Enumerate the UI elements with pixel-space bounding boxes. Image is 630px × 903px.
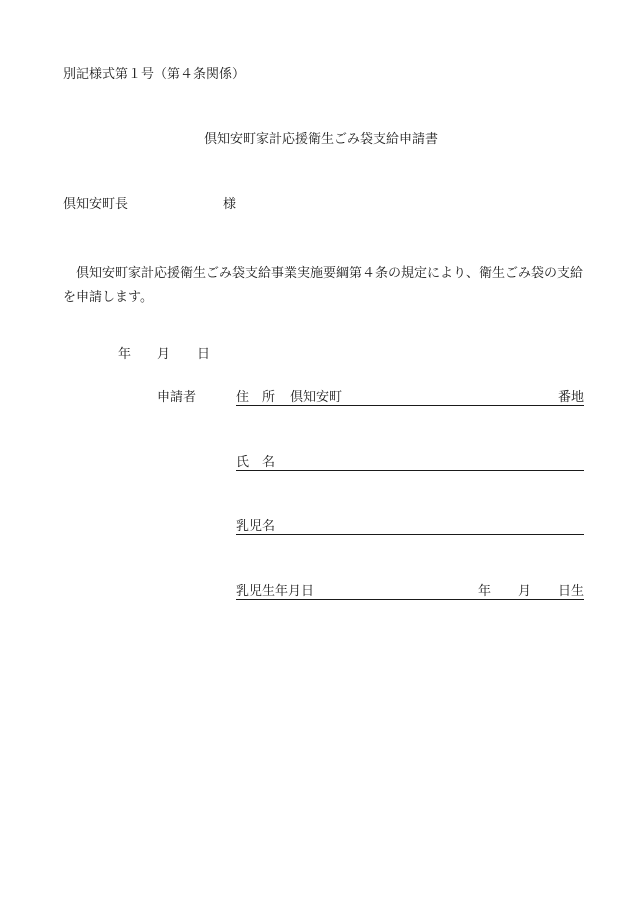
address-value: 倶知安町 <box>290 390 343 405</box>
infant-name-field[interactable] <box>236 520 584 535</box>
birth-year-label: 年 <box>478 584 492 599</box>
address-field[interactable] <box>236 391 584 406</box>
addressee-honorific: 様 <box>223 197 237 212</box>
address-label: 住 所 <box>236 390 276 405</box>
addressee-name: 倶知安町長 <box>63 197 129 212</box>
name-field[interactable] <box>236 456 584 471</box>
date-month-label: 月 <box>157 347 171 362</box>
address-suffix: 番地 <box>557 390 584 405</box>
date-year-label: 年 <box>118 347 132 362</box>
infant-name-label: 乳児名 <box>236 519 276 534</box>
date-day-label: 日 <box>197 347 211 362</box>
infant-birthdate-field[interactable] <box>236 585 584 600</box>
birth-day-label: 日生 <box>557 584 584 599</box>
form-number: 別記様式第１号（第４条関係） <box>63 67 246 82</box>
body-text: 倶知安町家計応援衛生ごみ袋支給事業実施要綱第４条の規定により、衛生ごみ袋の支給を申請します。 <box>63 266 584 305</box>
applicant-label: 申請者 <box>157 390 197 405</box>
birth-month-label: 月 <box>518 584 532 599</box>
form-title: 倶知安町家計応援衛生ごみ袋支給申請書 <box>204 132 439 147</box>
name-label: 氏 名 <box>236 455 276 470</box>
birthdate-label: 乳児生年月日 <box>236 584 315 599</box>
